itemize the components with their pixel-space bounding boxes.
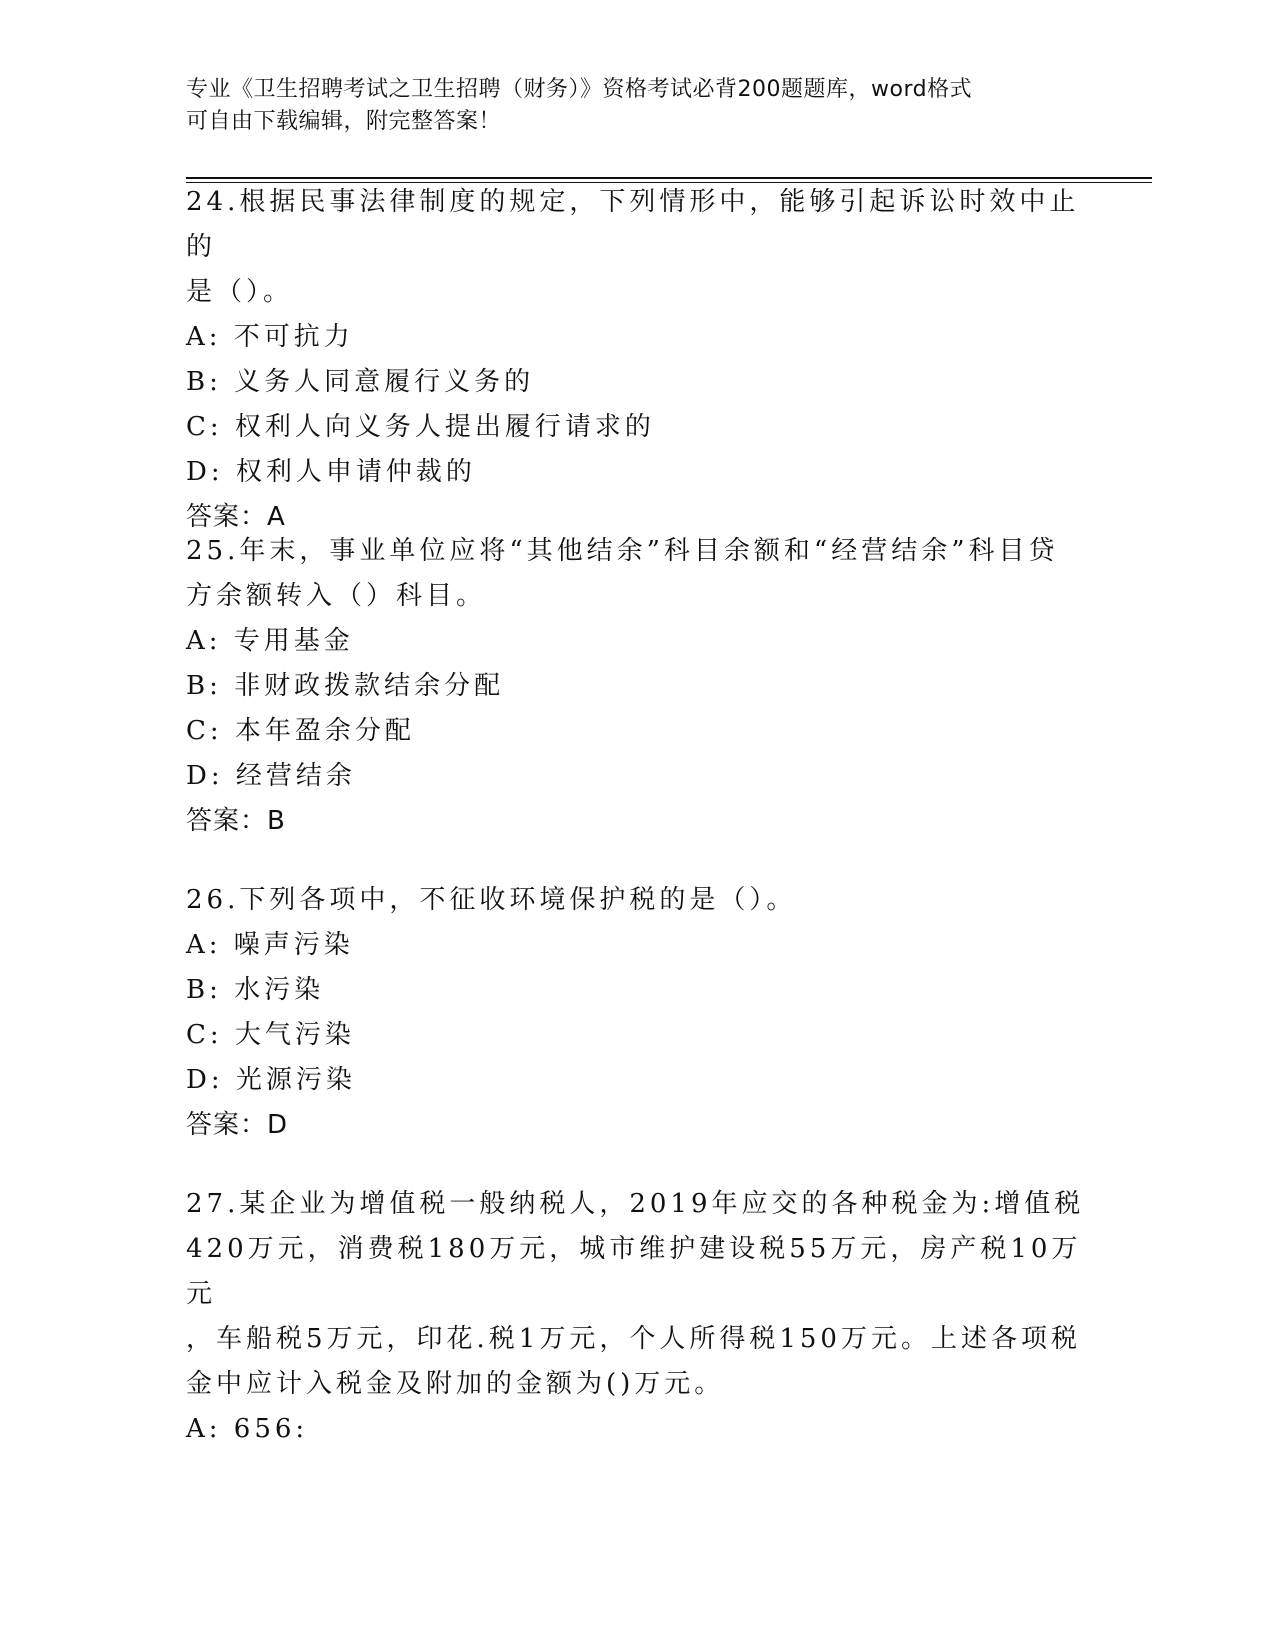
question-stem: ，车船税5万元，印花.税1万元，个人所得税150万元。上述各项税 (186, 1324, 1081, 1354)
option-c: C: 权利人向义务人提出履行请求的 (186, 412, 655, 442)
question-stem: 26.下列各项中，不征收环境保护税的是（）。 (186, 885, 797, 915)
option-a: A: 专用基金 (186, 626, 354, 656)
document-header (186, 74, 1086, 138)
option-a: A: 不可抗力 (186, 322, 354, 352)
question-stem: 是（）。 (186, 277, 294, 307)
question-24 (186, 180, 1086, 540)
question-stem: 金中应计入税金及附加的金额为()万元。 (186, 1369, 725, 1399)
question-stem: 25.年末，事业单位应将“其他结余”科目余额和“经营结余”科目贷 (186, 536, 1059, 566)
answer: 答案：D (186, 1110, 289, 1140)
header-line-2: 可自由下载编辑，附完整答案！ (186, 109, 502, 134)
option-b: B: 义务人同意履行义务的 (186, 367, 535, 397)
question-stem: 方余额转入（）科目。 (186, 581, 487, 611)
answer: 答案：A (186, 502, 286, 532)
option-b: B: 水污染 (186, 975, 325, 1005)
header-line-1: 专业《卫生招聘考试之卫生招聘（财务）》资格考试必背200题题库，word格式 (186, 77, 973, 102)
option-d: D: 权利人申请仲裁的 (186, 457, 476, 487)
question-26 (186, 878, 1086, 1148)
option-a: A: 656: (186, 1414, 309, 1444)
question-27 (186, 1182, 1086, 1452)
option-a: A: 噪声污染 (186, 930, 354, 960)
option-c: C: 本年盈余分配 (186, 716, 415, 746)
option-d: D: 经营结余 (186, 761, 356, 791)
answer: 答案：B (186, 806, 286, 836)
option-d: D: 光源污染 (186, 1065, 356, 1095)
option-c: C: 大气污染 (186, 1020, 355, 1050)
question-25 (186, 529, 1086, 844)
question-stem: 420万元，消费税180万元，城市维护建设税55万元，房产税10万元 (186, 1234, 1082, 1309)
option-b: B: 非财政拨款结余分配 (186, 671, 505, 701)
header-divider (186, 177, 1152, 179)
question-stem: 24.根据民事法律制度的规定，下列情形中，能够引起诉讼时效中止的 (186, 187, 1080, 262)
question-stem: 27.某企业为增值税一般纳税人，2019年应交的各种税金为:增值税 (186, 1189, 1085, 1219)
